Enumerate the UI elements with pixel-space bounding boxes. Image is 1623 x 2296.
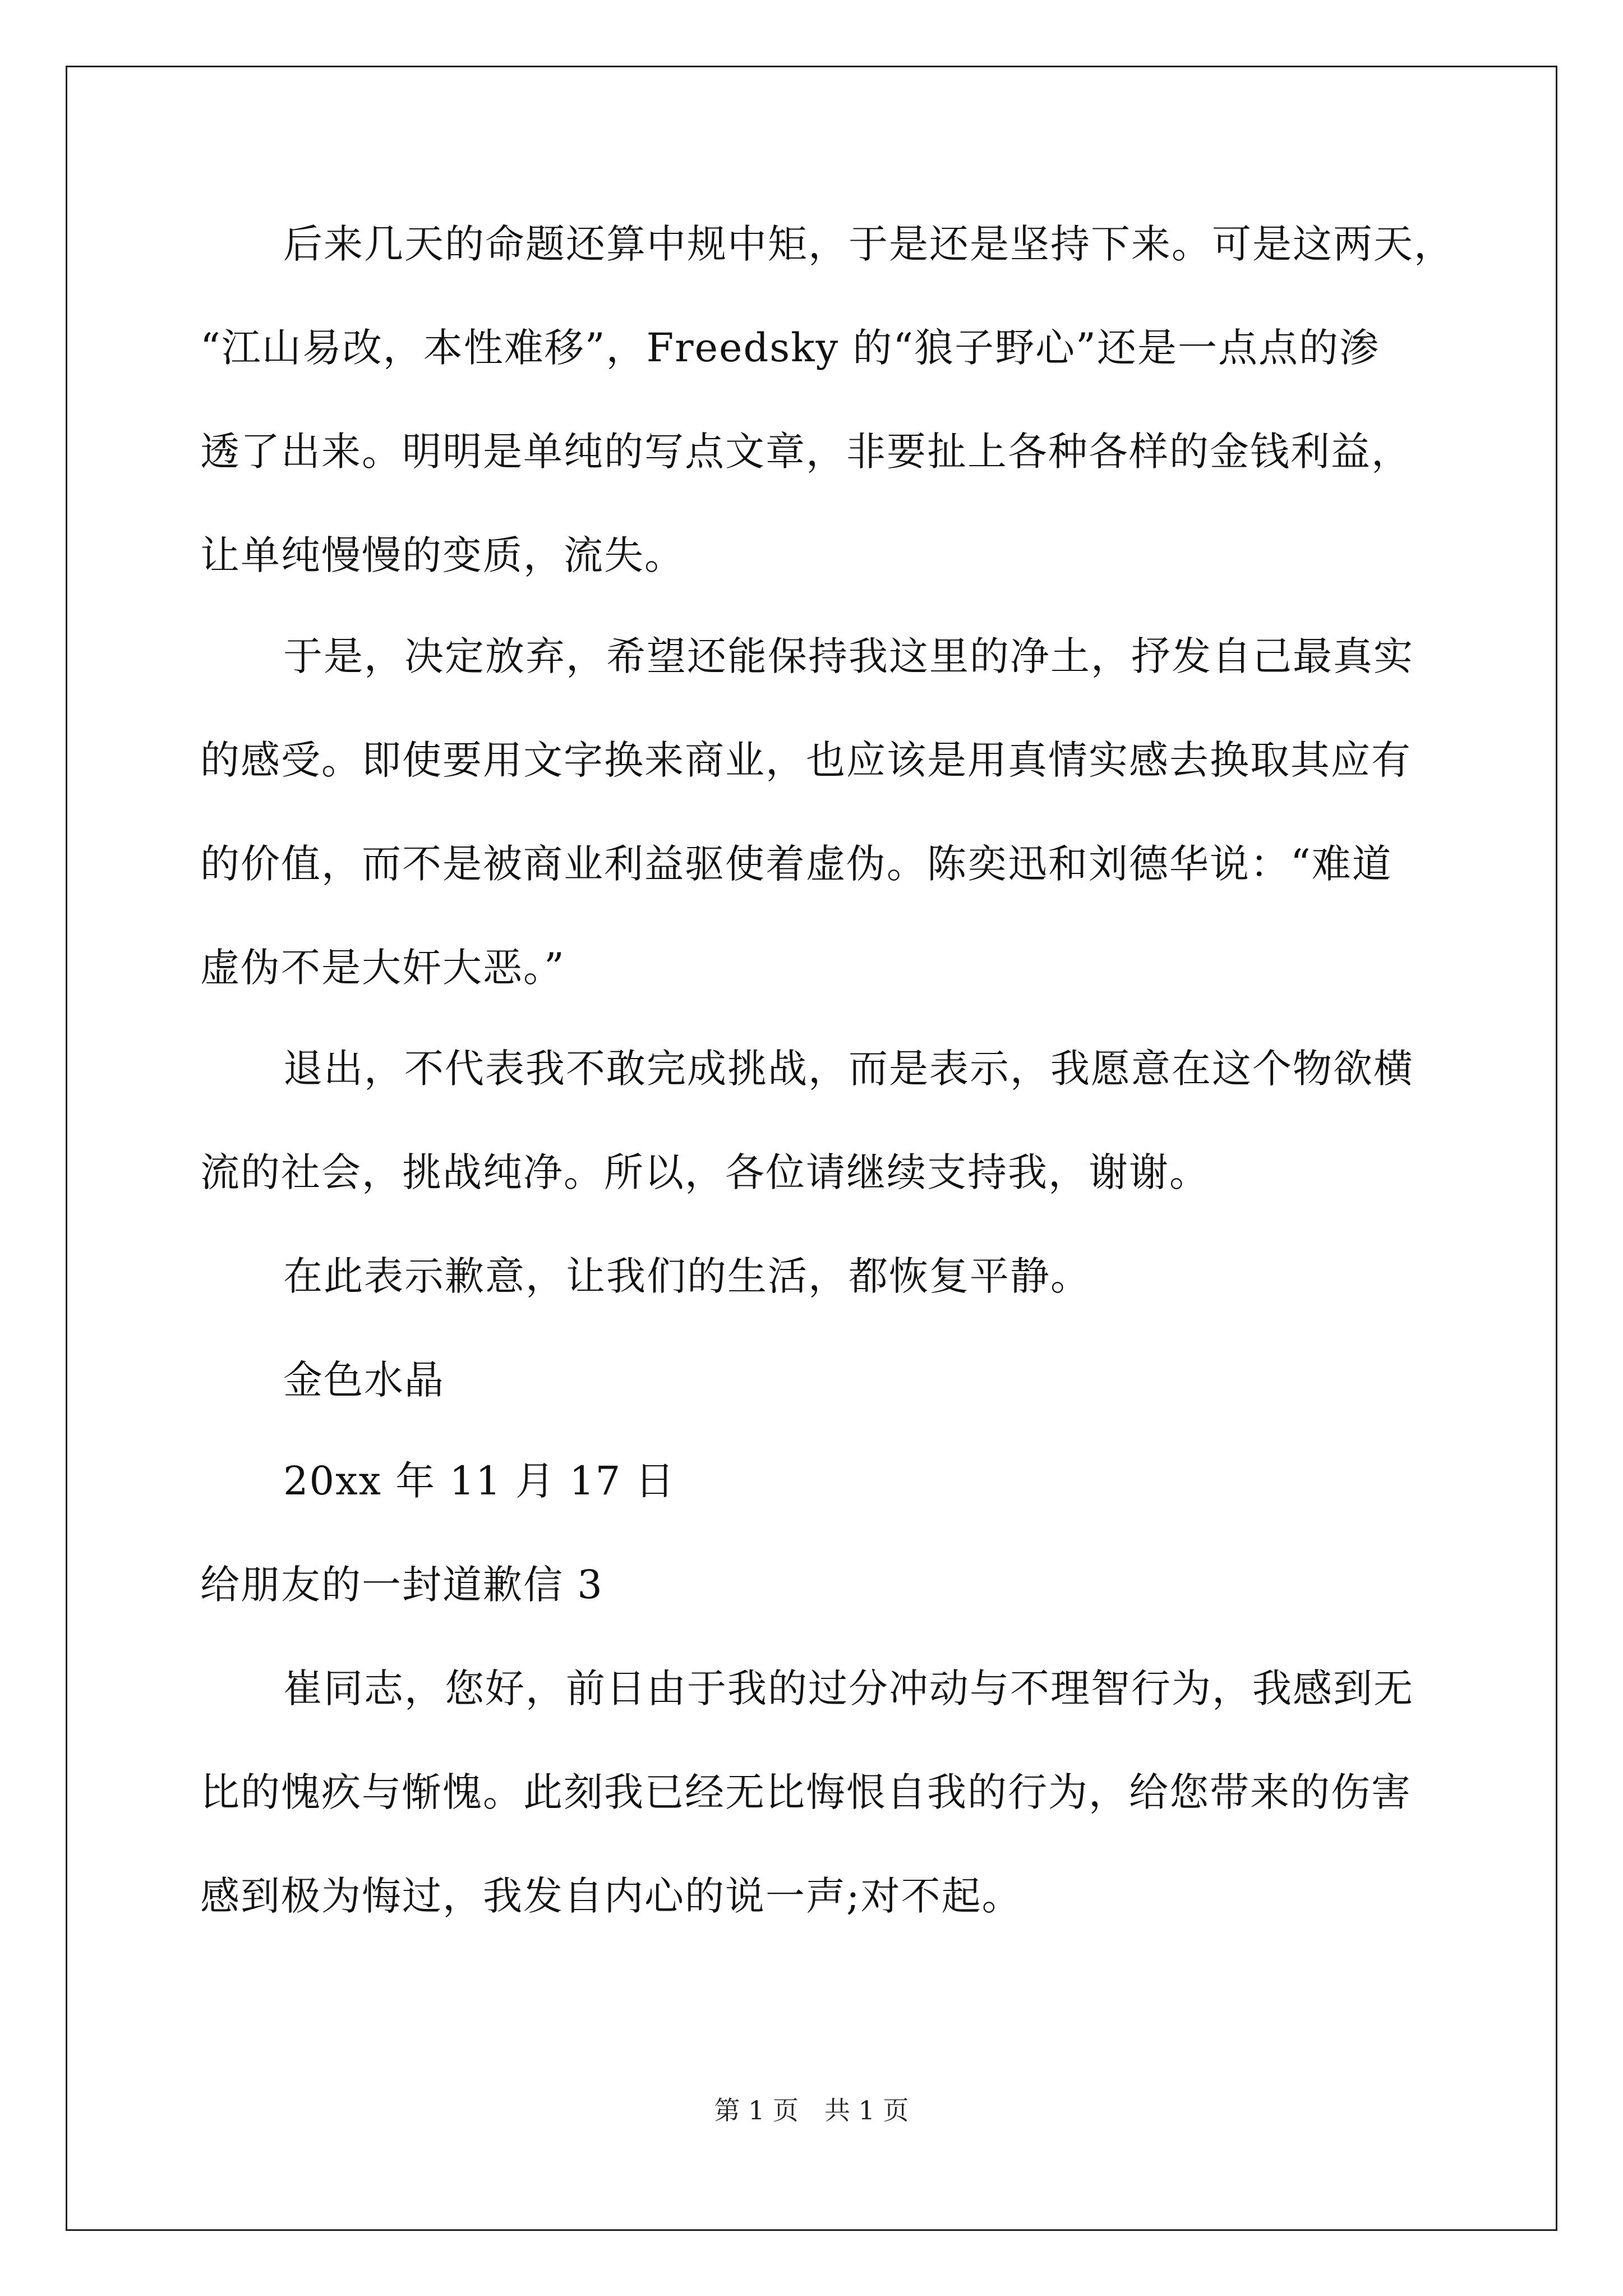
paragraph-line: 于是，决定放弃，希望还能保持我这里的净土，抒发自己最真实 — [283, 633, 1414, 679]
paragraph-line: 透了出来。明明是单纯的写点文章，非要扯上各种各样的金钱利益， — [200, 429, 1412, 475]
paragraph-line: 的价值，而不是被商业利益驱使着虚伪。陈奕迅和刘德华说：“难道 — [200, 841, 1393, 887]
paragraph-line: 的感受。即使要用文字换来商业，也应该是用真情实感去换取其应有 — [200, 737, 1412, 783]
paragraph-line: 比的愧疚与惭愧。此刻我已经无比悔恨自我的行为，给您带来的伤害 — [200, 1769, 1412, 1815]
paragraph-line: “江山易改，本性难移”，Freedsky 的“狼子野心”还是一点点的渗 — [200, 325, 1380, 371]
paragraph-line: 虚伪不是大奸大恶。” — [200, 945, 565, 991]
signature-name: 金色水晶 — [283, 1357, 445, 1403]
paragraph-line: 在此表示歉意，让我们的生活，都恢复平静。 — [283, 1253, 1091, 1299]
paragraph-line: 后来几天的命题还算中规中矩，于是还是坚持下来。可是这两天， — [283, 221, 1454, 267]
page-number-footer: 第 1 页 共 1 页 — [714, 2095, 909, 2125]
paragraph-line: 让单纯慢慢的变质，流失。 — [200, 532, 685, 578]
paragraph-line: 感到极为悔过，我发自内心的说一声;对不起。 — [200, 1873, 1022, 1919]
section-heading: 给朋友的一封道歉信 3 — [200, 1562, 603, 1608]
paragraph-line: 退出，不代表我不敢完成挑战，而是表示，我愿意在这个物欲横 — [283, 1046, 1414, 1092]
paragraph-line: 流的社会，挑战纯净。所以，各位请继续支持我，谢谢。 — [200, 1149, 1210, 1195]
paragraph-line: 崔同志，您好，前日由于我的过分冲动与不理智行为，我感到无 — [283, 1665, 1414, 1711]
signature-date: 20xx 年 11 月 17 日 — [283, 1458, 676, 1504]
